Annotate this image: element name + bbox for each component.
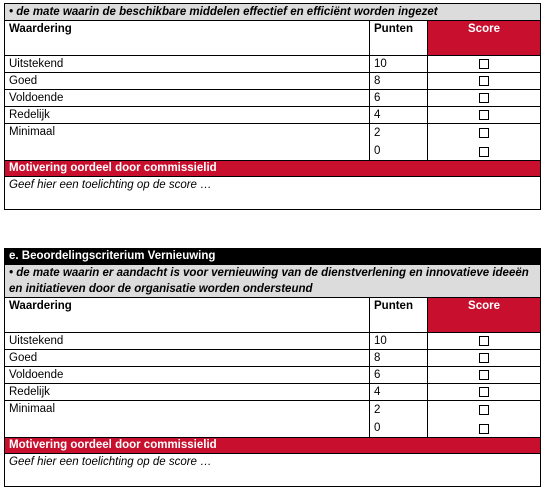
rating-points: 2 (374, 404, 381, 416)
header-punten: Punten (370, 298, 428, 333)
score-checkbox[interactable] (479, 387, 489, 397)
assessment-form (4, 3, 540, 487)
score-checkbox[interactable] (479, 59, 489, 69)
score-checkbox[interactable] (479, 353, 489, 363)
header-score: Score (428, 298, 541, 333)
motivation-label: Motivering oordeel door commissielid (5, 161, 541, 177)
section-d-criterion: • de mate waarin de beschikbare middelen effectief en efficiënt worden ingezet (5, 4, 541, 21)
rating-points: 8 (370, 350, 428, 367)
rating-points: 4 (370, 384, 428, 401)
rating-label: Uitstekend (5, 56, 370, 73)
header-punten: Punten (370, 21, 428, 56)
rating-points: 10 (370, 333, 428, 350)
rating-points: 0 (374, 145, 381, 157)
score-checkbox[interactable] (479, 147, 489, 157)
rating-points: 4 (370, 107, 428, 124)
section-e-table (4, 248, 541, 487)
score-checkbox[interactable] (479, 336, 489, 346)
explanation-field[interactable]: Geef hier een toelichting op de score … (5, 177, 541, 210)
rating-points-pair (370, 401, 428, 438)
score-checkbox[interactable] (479, 424, 489, 434)
rating-points: 0 (374, 422, 381, 434)
section-e-title: e. Beoordelingscriterium Vernieuwing (5, 249, 541, 265)
header-score: Score (428, 21, 541, 56)
score-checkbox[interactable] (479, 110, 489, 120)
rating-label: Uitstekend (5, 333, 370, 350)
rating-label: Minimaal (5, 401, 370, 438)
rating-points-pair (370, 124, 428, 161)
rating-points: 6 (370, 90, 428, 107)
rating-label: Voldoende (5, 90, 370, 107)
rating-label: Goed (5, 73, 370, 90)
rating-label: Minimaal (5, 124, 370, 161)
rating-label: Redelijk (5, 384, 370, 401)
section-e-criterion: • de mate waarin er aandacht is voor vernieuwing van de dienstverlening en innovatieve ideeën en initiatieven door de organisatie worden ondersteund (5, 265, 541, 298)
explanation-field[interactable]: Geef hier een toelichting op de score … (5, 454, 541, 487)
motivation-label: Motivering oordeel door commissielid (5, 438, 541, 454)
header-waardering: Waardering (5, 21, 370, 56)
rating-points: 8 (370, 73, 428, 90)
score-checkbox[interactable] (479, 93, 489, 103)
section-d-table (4, 3, 541, 210)
score-checkbox[interactable] (479, 405, 489, 415)
rating-label: Voldoende (5, 367, 370, 384)
rating-points: 2 (374, 127, 381, 139)
section-gap (4, 210, 540, 248)
score-checkbox[interactable] (479, 76, 489, 86)
rating-points: 10 (370, 56, 428, 73)
score-checkbox[interactable] (479, 128, 489, 138)
rating-label: Redelijk (5, 107, 370, 124)
score-checkbox[interactable] (479, 370, 489, 380)
rating-label: Goed (5, 350, 370, 367)
header-waardering: Waardering (5, 298, 370, 333)
rating-points: 6 (370, 367, 428, 384)
